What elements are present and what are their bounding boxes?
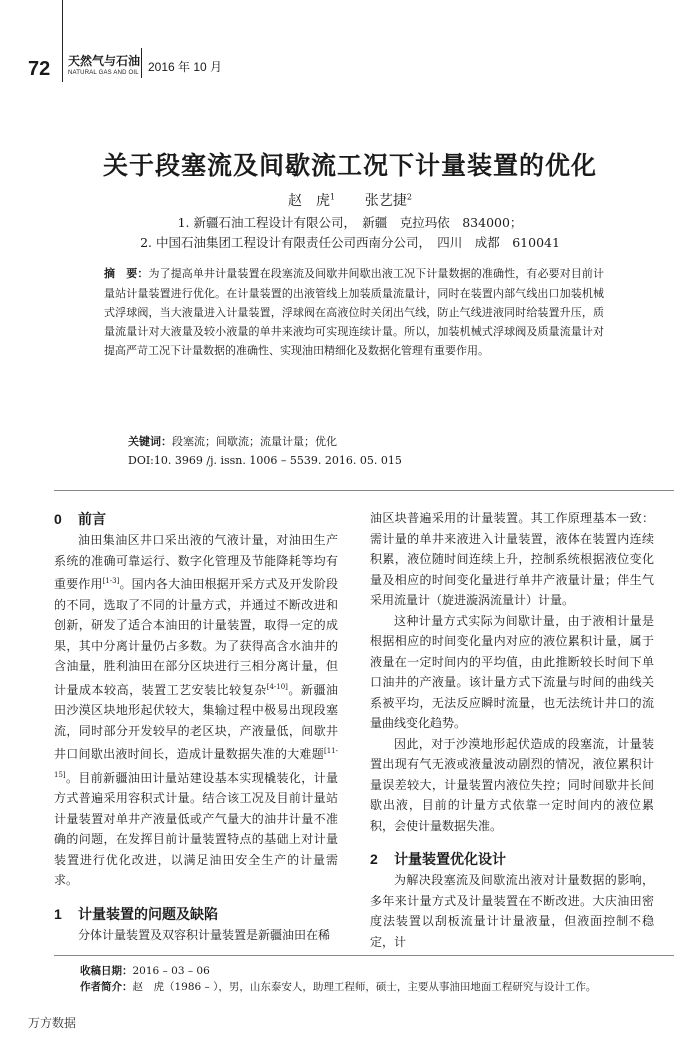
bio-text: 赵 虎（1986 – ），男，山东泰安人，助理工程师，硕士，主要从事油田地面工程研究与设计工作。: [132, 981, 597, 993]
article-title: 关于段塞流及间歇流工况下计量装置的优化: [102, 151, 597, 180]
keywords-label: 关键词：: [128, 436, 172, 448]
section-title: 前言: [78, 511, 106, 527]
author-name: 张艺捷: [364, 193, 407, 209]
body-column-left: [54, 508, 338, 945]
paragraph-text: 。目前新疆油田计量站建设基本实现橇装化，计量方式普遍采用容积式计量。结合该工况及目前计量站计量装置对单井产液量低或产气量大的油井计量不准确的问题，在发挥目前计量装置特点的基础上对计量装置进行优化改进，以满足油田安全生产的计量需求。: [54, 770, 338, 887]
paragraph: 因此，对于沙漠地形起伏造成的段塞流，计量装置出现有气无液或液量波动剧烈的情况，液位累积计量误差较大，计量装置内液位失控；同时间歇井长间歇出液，目前的计量方式依靠一定时间内的液位累积，会使计量数据失准。: [370, 736, 654, 833]
section-heading: [54, 508, 338, 530]
author-affiliation-mark: 1: [330, 192, 336, 202]
issue-date: 2016 年 10 月: [148, 60, 223, 74]
abstract: [104, 264, 604, 360]
doi: DOI:10. 3969 /j. issn. 1006 – 5539. 2016. 05. 015: [128, 454, 402, 467]
paragraph: 这种计量方式实际为间歇计量，由于液相计量是根据相应的时间变化量内对应的液位累积计量，属于液量在一定时间内的平均值，由此推断较长时间下单口油井的产液量。该计量方式下流量与时间的曲线关系被平均，无法反应瞬时流量，也无法统计井口的流量曲线变化趋势。: [370, 613, 654, 730]
paragraph-text: 。国内各大油田根据开采方式及开发阶段的不同，选取了不同的计量方式，并通过不断改进和创新，研发了适合本油田的计量装置，取得一定的成果，其中分离计量仍占多数。为了获得高含水油井的含油量，胜利油田在部分区块进行三相分离计量，但计量成本较高，装置工艺安装比较复杂: [54, 577, 338, 697]
paragraph: [54, 530, 338, 891]
section-heading: [54, 903, 338, 925]
author-affiliation-mark: 2: [406, 192, 412, 202]
footnote-divider: [54, 955, 674, 956]
page-number: 72: [28, 58, 51, 80]
author-line: [0, 190, 700, 210]
author-name: 赵 虎: [288, 193, 330, 209]
section-number: 2: [370, 851, 378, 867]
paragraph: 为解决段塞流及间歇流出液对计量数据的影响，多年来计量方式及计量装置在不断改进。大庆油田密度法装置以刮板流量计计量液量，但液面控制不稳定，计: [370, 873, 654, 949]
journal-logo-en: NATURAL GAS AND OIL: [68, 70, 139, 76]
keywords: [128, 433, 608, 449]
header-divider-left: [62, 0, 63, 82]
paragraph: 油区块普遍采用的计量装置。其工作原理基本一致：需计量的单井来液进入计量装置，液体在装置内连续积累，液位随时间连续上升，控制系统根据液位变化量及相应的时间变化量进行单井产液量计量；伴生气采用流量计（旋进漩涡流量计）计量。: [370, 511, 654, 607]
citation: [11-15]: [54, 747, 338, 779]
abstract-label: 摘 要：: [104, 268, 149, 280]
section-heading: [370, 848, 654, 870]
section-title: 计量装置的问题及缺陷: [78, 905, 218, 922]
paragraph-text: 。新疆油田沙漠区块地形起伏较大，集输过程中极易出现段塞流，同时部分开发较早的老区块，产液量低，间歇井井口间歇出液时间长，造成计量数据失准的大难题: [54, 682, 338, 761]
section-number: 1: [54, 905, 62, 922]
header-divider-right: [141, 48, 142, 78]
affiliation-1: 1. 新疆石油工程设计有限公司， 新疆 克拉玛依 834000；: [177, 215, 523, 230]
bio-label: 作者简介：: [80, 981, 133, 993]
section-divider: [54, 490, 674, 491]
abstract-text: 为了提高单井计量装置在段塞流及间歇井间歇出液工况下计量数据的准确性，有必要对目前计量站计量装置进行优化。在计量装置的出液管线上加装质量流量计，同时在装置内部气线出口加装机械式浮球阀，当大液量进入计量装置，浮球阀在高液位时关闭出气线，防止气线进液同时给装置升压，质量流量计对大液量及较小液量的单井来液均可实现连续计量。所以，加装机械式浮球阀及质量流量计对提高严苛工况下计量数据的准确性、实现油田精细化及数据化管理有重要作用。: [104, 267, 605, 357]
received-value: 2016 – 03 – 06: [132, 965, 210, 977]
paragraph: 分体计量装置及双容积计量装置是新疆油田在稀: [78, 927, 331, 942]
watermark: 万方数据: [28, 1016, 77, 1030]
keywords-text: 段塞流；间歇流；流量计量；优化: [172, 435, 337, 448]
citation: [4-10]: [266, 682, 288, 691]
body-column-right: [370, 508, 654, 952]
section-number: 0: [54, 511, 62, 527]
received-date: [80, 963, 680, 978]
author-bio: [80, 979, 680, 994]
journal-logo-cn: 天然气与石油: [68, 54, 141, 68]
affiliation-2: 2. 中国石油集团工程设计有限责任公司西南分公司， 四川 成都 610041: [140, 235, 560, 250]
received-label: 收稿日期：: [80, 965, 133, 977]
section-title: 计量装置优化设计: [394, 851, 506, 867]
paragraph-text: 油田集油区井口采出液的气液计量，对油田生产系统的准确可靠运行、数字化管理及节能降耗等均有重要作用: [54, 533, 338, 591]
citation: [1-3]: [102, 577, 120, 585]
